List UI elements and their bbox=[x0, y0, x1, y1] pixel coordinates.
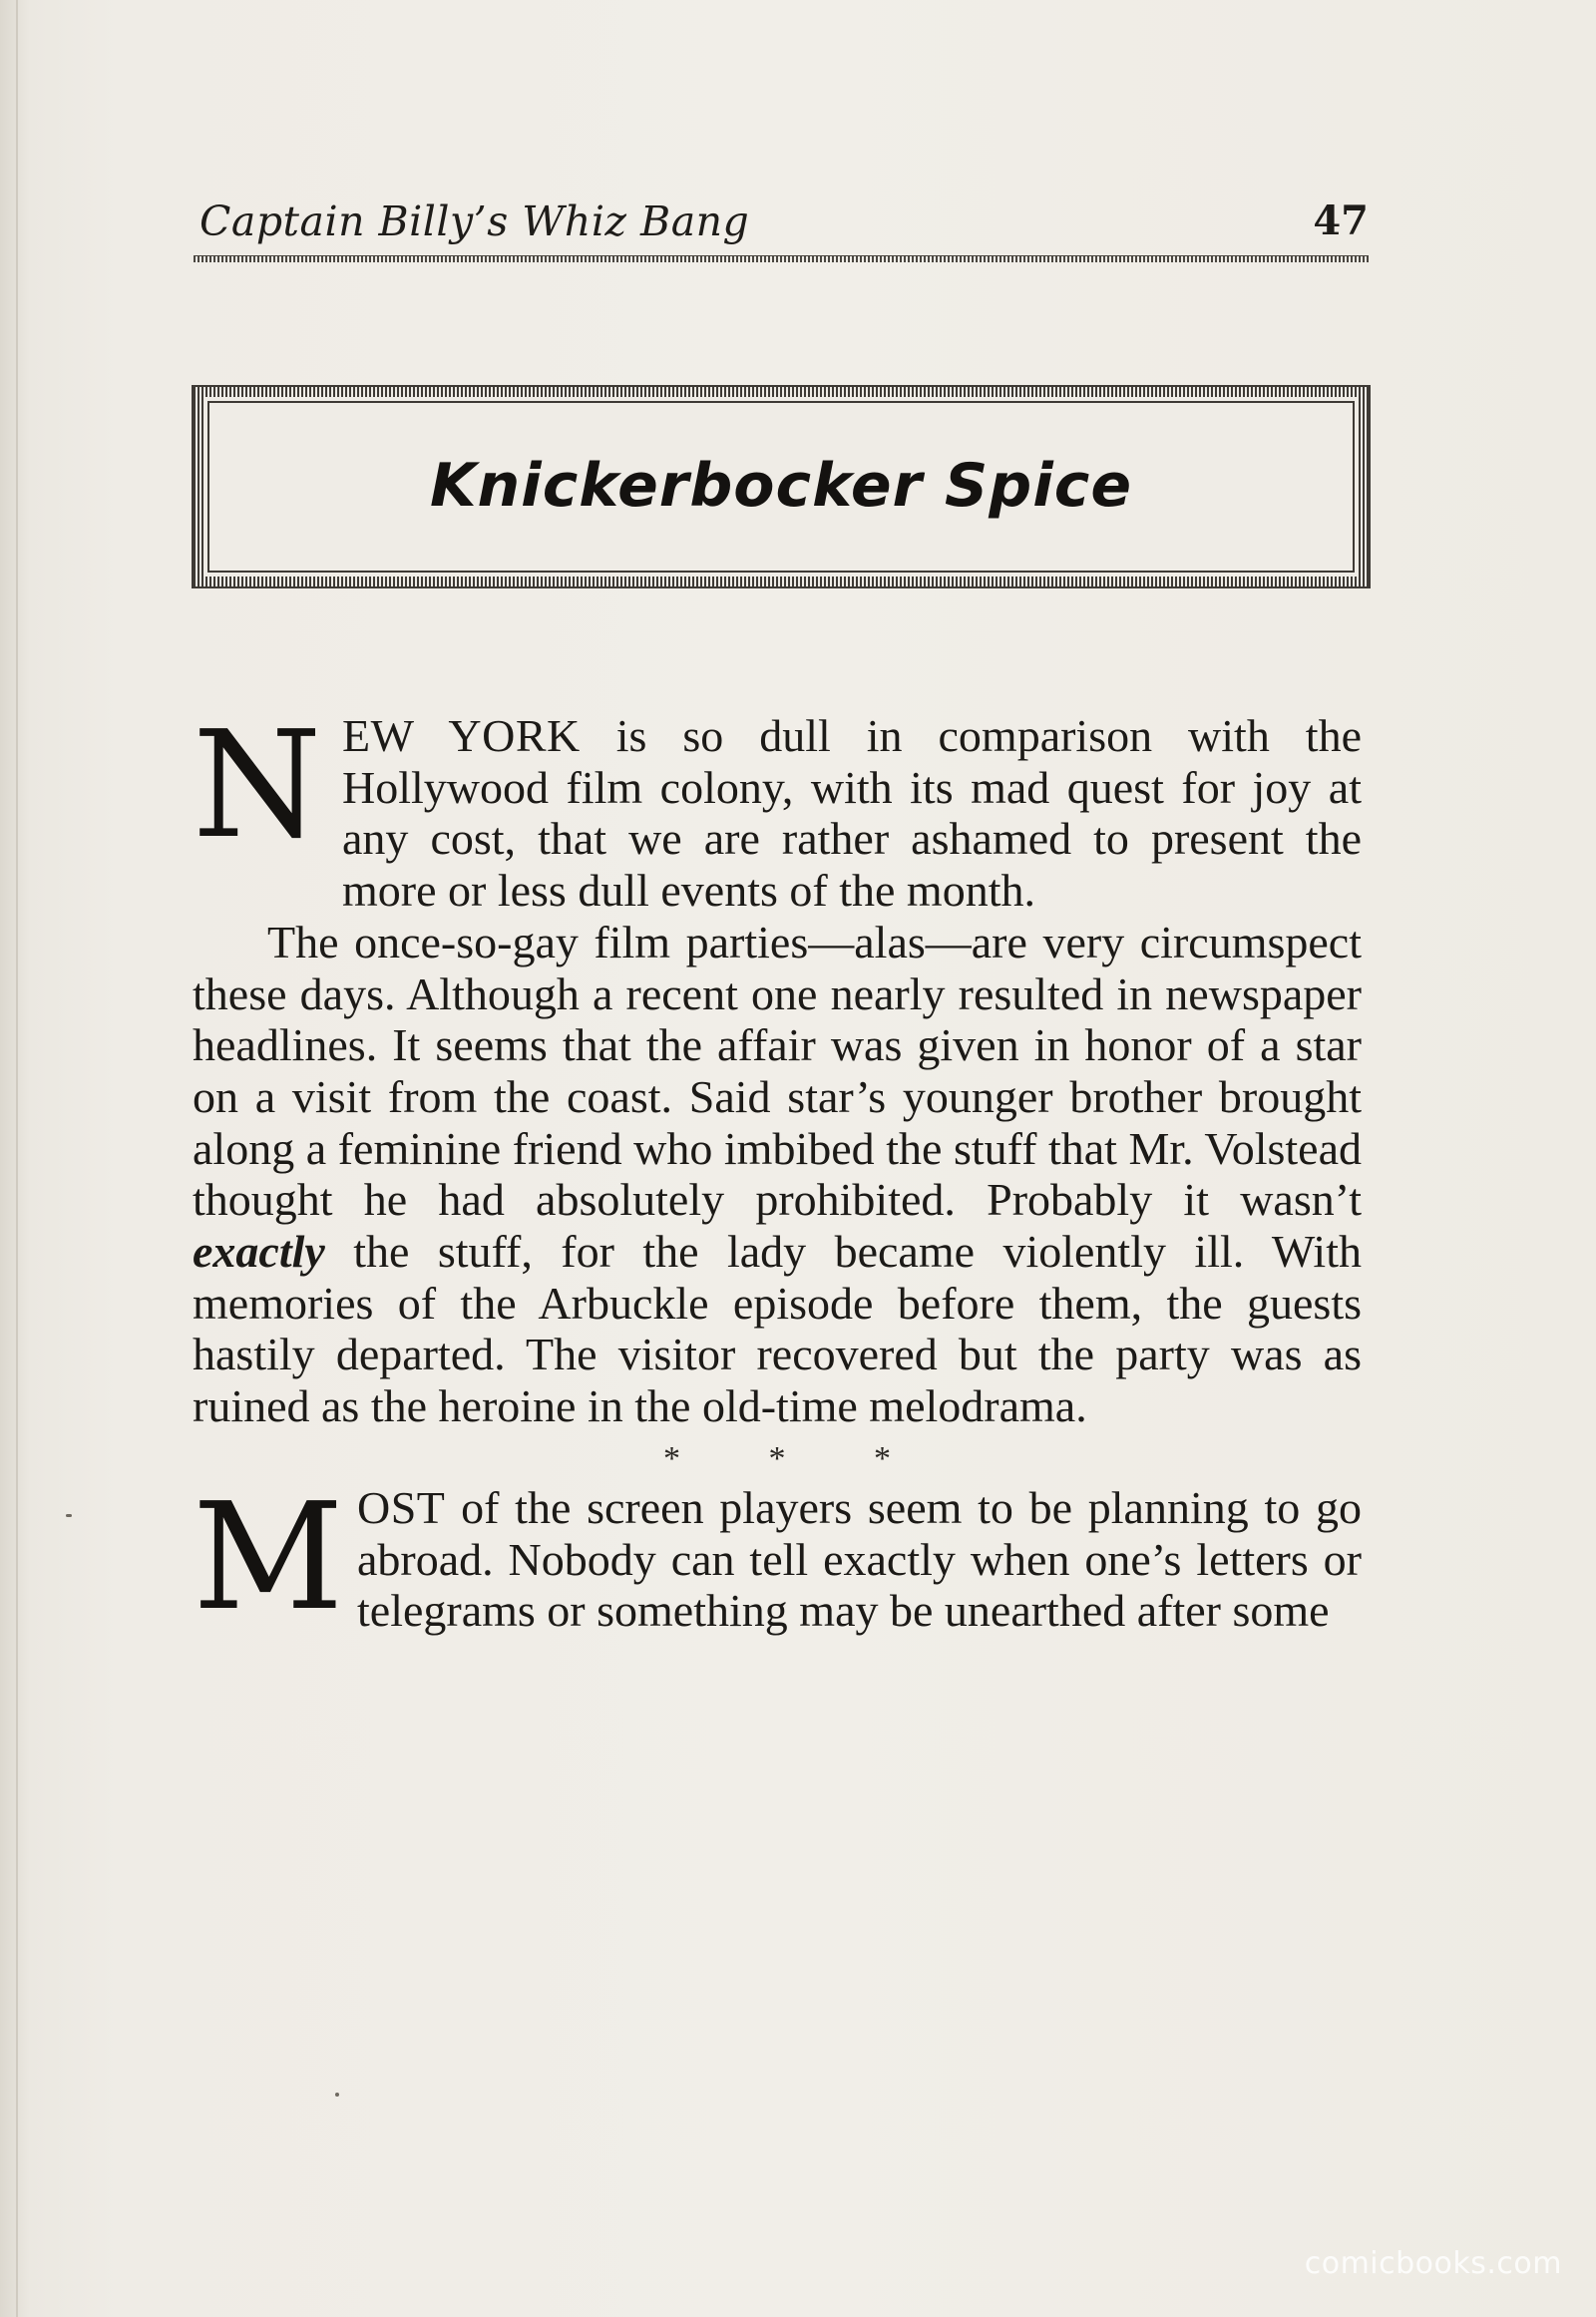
paragraph-text: the stuff, for the lady became violently ill. With memories of the Arbuckle episode before them, the guests hastily departed. The visitor recovered but the party was as ruined as the heroine in the old-time melodrama. bbox=[193, 1226, 1362, 1432]
paper-speck bbox=[66, 1514, 72, 1517]
article-title-box bbox=[194, 387, 1369, 586]
header-rule bbox=[194, 255, 1369, 262]
paragraph-3 bbox=[193, 1470, 1362, 1643]
article-title: Knickerbocker Spice bbox=[429, 451, 1133, 521]
emphasis-text: exactly bbox=[193, 1226, 325, 1278]
paragraph-2 bbox=[193, 917, 1362, 1432]
paragraph-text: is so dull in comparison with the Hollywood film colony, with its mad quest for joy at any cost, that we are rather ashamed to present the more or less dull events of the month. bbox=[342, 710, 1362, 917]
paragraph-text: The once-so-gay film parties—alas—are very circumspect these days. Although a recent one nearly resulted in newspaper headlines. It seems that the affair was given in honor of a star on a visit from the coast. Said star’s younger brother brought along a feminine friend who imbibed the stuff that Mr. Volstead thought he had absolutely prohibited. Probably it wasn’t bbox=[193, 916, 1362, 1226]
paragraph-text: of the screen players seem to be planning to go abroad. Nobody can tell exactly when one’s letters or telegrams or something may be unearthed after some bbox=[357, 1481, 1362, 1637]
page-number: 47 bbox=[1313, 197, 1369, 244]
paper-speck bbox=[335, 2093, 339, 2097]
running-header bbox=[194, 197, 1369, 249]
article-body bbox=[193, 699, 1362, 1643]
watermark: comicbooks.com bbox=[1304, 2246, 1562, 2281]
section-separator: * * * bbox=[663, 1439, 931, 1477]
drop-cap: N bbox=[193, 699, 322, 871]
running-title: Captain Billy’s Whiz Bang bbox=[200, 197, 750, 245]
page-binding-edge bbox=[16, 0, 18, 2317]
lead-in-caps: OST bbox=[357, 1481, 446, 1533]
drop-cap: M bbox=[193, 1470, 344, 1643]
paragraph-1 bbox=[193, 699, 1362, 917]
lead-in-caps: EW YORK bbox=[342, 710, 581, 761]
